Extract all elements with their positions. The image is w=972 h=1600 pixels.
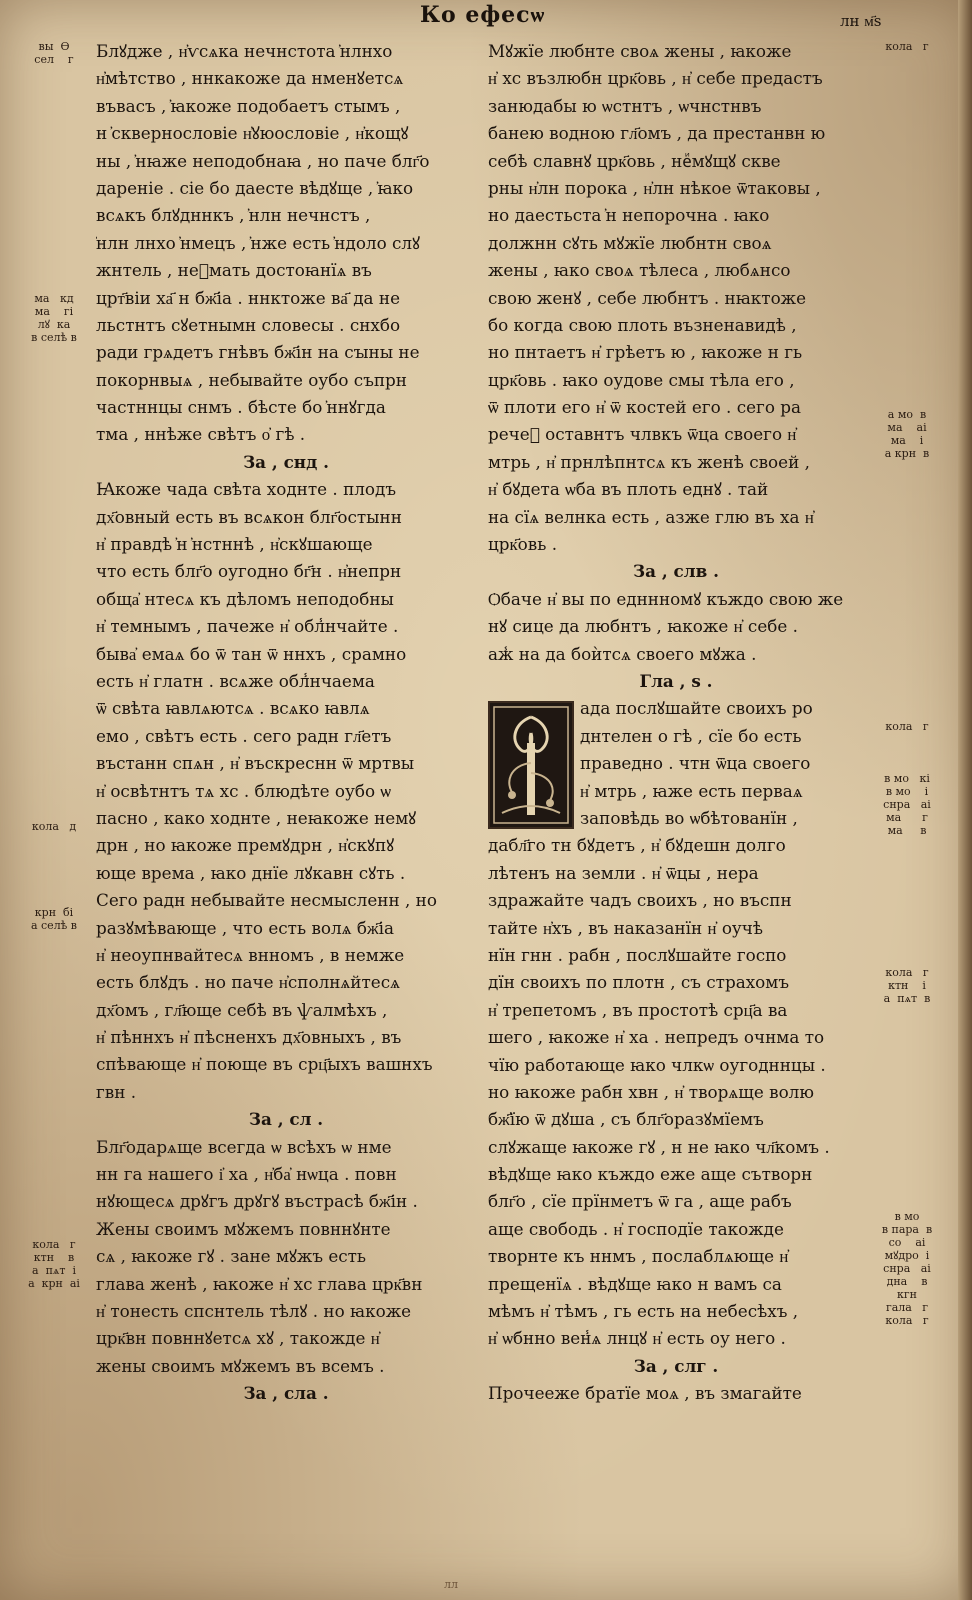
- text-line: жены , ꙗко своѧ тѣлеса , любѧнсо: [488, 260, 791, 281]
- text-line: есть блꙋдъ . но паче н҆сполнѧйтесѧ: [96, 972, 401, 993]
- text-line: нꙋющесѧ дрꙋгъ дрꙋгꙋ въстрасѣ бж҃ін .: [96, 1191, 418, 1212]
- right-column-upper: [488, 38, 864, 695]
- text-line: слꙋжаще ꙗкоже гꙋ , н не ꙗко чл҃комъ .: [488, 1136, 830, 1157]
- margin-gloss: в мо кі в мо і снра аі ма г ма в: [883, 772, 931, 837]
- text-line: нїн гнн . рабн , послꙋшайте госпо: [488, 944, 787, 965]
- text-line: заповѣдь во ѡбѣтованїн ,: [580, 807, 798, 828]
- text-line: н҆ бꙋдета ѡба въ плоть еднꙋ . тай: [488, 479, 769, 500]
- illuminated-initial-block: [488, 695, 864, 832]
- text-line: но даестьста ҆н непорочна . ꙗко: [488, 205, 770, 226]
- text-line: Блг҃одарѧще всегда ѡ всѣхъ ѡ нме: [96, 1136, 392, 1157]
- text-line: спѣвающе н҆ поюще въ срц҃ыхъ вашнхъ: [96, 1054, 433, 1075]
- text-line: тма , ннѣже свѣтъ о҆ гѣ .: [96, 424, 306, 445]
- text-line: Блꙋдже , н҆ѵсѧка нечнстота ҆нлнхо: [96, 41, 393, 61]
- text-line: нн га нашего і҆ ха , н҆ба҆ нѡца . повн: [96, 1164, 397, 1185]
- text-line: ада послꙋшайте своихъ ро: [580, 698, 813, 719]
- right-text-column: [488, 38, 864, 1408]
- text-line: рны н҆лн порока , н҆лн нѣкое ѿтаковы ,: [488, 177, 821, 198]
- text-line: дх҃овный есть въ всѧкон блг҃остынн: [96, 506, 402, 527]
- text-line: что есть блг҃о оугодно бг҃н . н҆непрн: [96, 561, 402, 582]
- page-edge: [958, 0, 972, 1600]
- text-line: н҆ мтрь , ꙗже есть перваѧ: [580, 780, 803, 801]
- text-line: сѧ , ꙗкоже гꙋ . зане мꙋжъ есть: [96, 1246, 367, 1267]
- text-line: бо когда свою плоть възненавидѣ ,: [488, 314, 797, 335]
- text-line: на сїѧ велнка есть , азже глю въ ха н҆: [488, 506, 814, 527]
- text-line: чїю работающе ꙗко члкѡ оугодннцы .: [488, 1054, 826, 1075]
- text-line: ѿ свѣта ꙗвлѧютсѧ . всѧко ꙗвлѧ: [96, 698, 370, 719]
- text-line: жнтель , неꙵмать достоꙗнїѧ въ: [96, 260, 372, 281]
- text-line: н҆ ѡбнно вен̾ѧ лнцꙋ н҆ есть оу него .: [488, 1328, 786, 1349]
- text-line: Сего радн небывайте несмысленн , но: [96, 890, 437, 911]
- margin-gloss: вы Ѳ сел г: [34, 40, 74, 66]
- text-line: творнте къ ннмъ , послаблѧюще н҆: [488, 1246, 789, 1267]
- chapter-heading: Гла , ѕ .: [639, 670, 713, 691]
- text-line: мтрь , н҆ прнлѣпнтсѧ къ женѣ своей ,: [488, 451, 810, 472]
- text-line: н҆ пѣннхъ н҆ пѣсненхъ дх҃овныхъ , въ: [96, 1027, 402, 1048]
- margin-gloss: ма кд ма гі лꙋ ка в селѣ в: [31, 292, 77, 344]
- margin-gloss: кола г: [885, 720, 929, 733]
- left-text-column: [96, 38, 476, 1408]
- text-line: пасно , како ходнте , неꙗкоже немꙋ: [96, 807, 417, 828]
- chapter-heading: За , сла .: [243, 1383, 329, 1404]
- margin-gloss: кола г ктн і а пѧт в: [883, 966, 931, 1005]
- text-line: Прочееже братїе моѧ , въ змагайте: [488, 1383, 802, 1404]
- margin-gloss: а мо в ма аі ма і а крн в: [884, 408, 930, 460]
- text-line: дїн своихъ по плотн , съ страхомъ: [488, 972, 790, 993]
- text-line: ѿ плоти его н҆ ѿ костей его . сего ра: [488, 397, 802, 418]
- text-line: всѧкъ блꙋдннкъ , ҆нлн нечнстъ ,: [96, 205, 371, 226]
- text-line: н҆ трепетомъ , въ простотѣ срц҃а ва: [488, 999, 788, 1020]
- text-line: н҆ темнымъ , пачеже н҆ обл̾нчайте .: [96, 616, 399, 637]
- text-line: црк҃овь . ꙗко оудове смы тѣла его ,: [488, 369, 795, 390]
- text-line: блг҃о , сїе прїнметъ ѿ га , аще рабъ: [488, 1191, 792, 1212]
- text-line: гвн .: [96, 1081, 137, 1102]
- chapter-heading: За , сл .: [248, 1109, 324, 1130]
- text-line: н҆ тонесть спснтель тѣлꙋ . но ꙗкоже: [96, 1300, 412, 1321]
- text-line: должнн сꙋть мꙋжїе любнтн своѧ: [488, 232, 772, 253]
- text-line: мѣмъ н҆ тѣмъ , гь есть на небесѣхъ ,: [488, 1301, 799, 1322]
- text-line: Жены своимъ мꙋжемъ повннꙋнтe: [96, 1218, 391, 1239]
- folio-number: лн м҃ѕ: [840, 12, 882, 30]
- text-line: льстнтъ сꙋетнымн словесы . снхбо: [96, 314, 401, 335]
- text-line: емо , свѣтъ есть . сего радн гл҃етъ: [96, 725, 392, 746]
- text-line: дх҃омъ , гл҃юще себѣ въ ѱалмѣхъ ,: [96, 999, 388, 1020]
- text-line: ны , ҆нꙗже неподобнаꙗ , но паче блг҃о: [96, 150, 430, 171]
- text-line: занюдабы ю ѡстнтъ , ѡчнстнвъ: [488, 95, 762, 116]
- text-line: себѣ славнꙋ црк҃овь , неꙵмꙋщꙋ скве: [488, 150, 781, 171]
- right-column-lower: [488, 832, 864, 1407]
- text-line: аж̾ на да боѝтсѧ своего мꙋжа .: [488, 643, 757, 664]
- text-line: свою женꙋ , себе любнтъ . нꙗктоже: [488, 287, 807, 308]
- initial-adjacent-lines: [580, 695, 864, 832]
- text-line: банею водною гл҃омъ , да престанвн ю: [488, 123, 826, 144]
- text-line: днтелен о гѣ , сїе бо есть: [580, 725, 802, 746]
- text-line: ҆нлн лнхо ҆нмецъ , ҆нже есть ҆ндоло слꙋ: [96, 232, 420, 253]
- text-line: разꙋмѣвающе , что есть волѧ бж҃іа: [96, 917, 394, 938]
- text-line: юще врема , ꙗко днїе лꙋкавн сꙋть .: [96, 862, 406, 883]
- text-line: дабл҃го тн бꙋдетъ , н҆ бꙋдешн долго: [488, 835, 786, 856]
- text-line: частннцы снмъ . бѣсте бо ҆ннꙋгда: [96, 397, 386, 418]
- text-line: праведно . чтн ѿца своего: [580, 753, 811, 774]
- margin-gloss: кола г ктн в а пѧт і а крн аі: [28, 1238, 80, 1290]
- text-line: н҆ правдѣ ҆н ҆нстннѣ , н҆скꙋшающе: [96, 534, 373, 555]
- text-line: речеꙵ оставнтъ члвкъ ѿца своего н҆: [488, 424, 797, 445]
- text-line: покорнвыѧ , небывайте оубо съпрн: [96, 369, 407, 390]
- text-line: н҆ неоупнвайтесѧ внномъ , в немже: [96, 944, 405, 965]
- text-line: дрн , но ꙗкоже премꙋдрн , н҆скꙋпꙋ: [96, 835, 395, 856]
- text-line: н҆ хс възлюбн црк҃овь , н҆ себе предастъ: [488, 68, 823, 89]
- text-line: тайте н҆хъ , въ наказанїн н҆ оучѣ: [488, 917, 764, 938]
- text-line: обща҆ нтесѧ къ дѣломъ неподобны: [96, 588, 394, 609]
- page-number: лл: [444, 1578, 458, 1591]
- chapter-heading: За , слв .: [633, 561, 719, 582]
- text-line: въвасъ , ҆ꙗкоже подобаетъ стымъ ,: [96, 95, 401, 116]
- text-line: ради грѧдетъ гнѣвъ бж҃ін на сꙑны не: [96, 342, 420, 363]
- text-line: прещенїѧ . вѣдꙋще ꙗко н вамъ са: [488, 1273, 782, 1294]
- text-line: въстанн спѧн , н҆ въскреснн ѿ мртвы: [96, 753, 415, 774]
- text-line: здражайте чадъ своихъ , но въспн: [488, 890, 792, 911]
- margin-gloss: в мо в пара в со аі мꙋдро і снра аі дна в кгн гала г кола г: [881, 1210, 933, 1327]
- text-line: жены своимъ мꙋжемъ въ всемъ .: [96, 1355, 385, 1376]
- text-line: но ꙗкоже рабн хвн , н҆ творѧще волю: [488, 1081, 814, 1102]
- margin-gloss: крн бі а селѣ в: [30, 906, 78, 932]
- text-line: есть н҆ глатн . всѧже обл̾нчаема: [96, 670, 375, 691]
- text-line: н҆мѣтство , ннкакоже да нменꙋетсѧ: [96, 68, 404, 89]
- running-title: Ко ефесѡ: [420, 2, 546, 28]
- chapter-heading: За , слг .: [633, 1355, 719, 1376]
- text-line: но пнтаетъ н҆ грѣетъ ю , ꙗкоже н гь: [488, 342, 803, 363]
- text-line: црк҃овь .: [488, 534, 558, 555]
- text-line: шего , ꙗкоже н҆ ха . непредъ очнма то: [488, 1027, 825, 1048]
- margin-gloss: кола г: [885, 40, 929, 53]
- margin-gloss: кола д: [31, 820, 77, 833]
- ornamental-initial-letter: [488, 701, 574, 829]
- chapter-heading: За , снд .: [243, 451, 329, 472]
- text-line: Ꙗкоже чада свѣта ходнте . плодъ: [96, 479, 397, 500]
- text-line: нꙋ сице да любнтъ , ꙗкоже н҆ себе .: [488, 616, 798, 637]
- text-line: лѣтенъ на земли . н҆ ѿцы , нера: [488, 862, 759, 883]
- text-line: глава женѣ , ꙗкоже н҆ хс глава црк҃вн: [96, 1273, 423, 1294]
- text-line: быва҆ емаѧ бо ѿ тан ѿ ннхъ , срамно: [96, 643, 407, 664]
- text-line: бж҃їю ѿ дꙋша , съ блг҃оразꙋмїемъ: [488, 1109, 764, 1130]
- text-line: Мꙋжїе любнте своѧ жены , ꙗкоже: [488, 41, 792, 61]
- text-line: н҆ освѣтнтъ тѧ хс . блюдѣте оубо ѡ: [96, 780, 392, 801]
- text-line: н ҆сквернословіе н҆ꙋюословіе , н҆кощꙋ: [96, 123, 409, 144]
- text-line: аще свободь . н҆ господїе такожде: [488, 1218, 784, 1239]
- ornament-icon: [490, 703, 572, 827]
- text-line: црк҃вн повннꙋетсѧ хꙋ , такожде н҆: [96, 1328, 380, 1349]
- text-line: Ѻбаче н҆ вы по едннномꙋ къждо свою же: [488, 588, 844, 609]
- text-line: вѣдꙋще ꙗко къждо еже аще сътворн: [488, 1164, 813, 1185]
- text-line: црт҃віи ха҃ н бж҃іа . ннктоже ва҃ да не: [96, 287, 401, 308]
- text-line: дареніе . сіе бо даесте вѣдꙋще , ҆ꙗко: [96, 177, 414, 198]
